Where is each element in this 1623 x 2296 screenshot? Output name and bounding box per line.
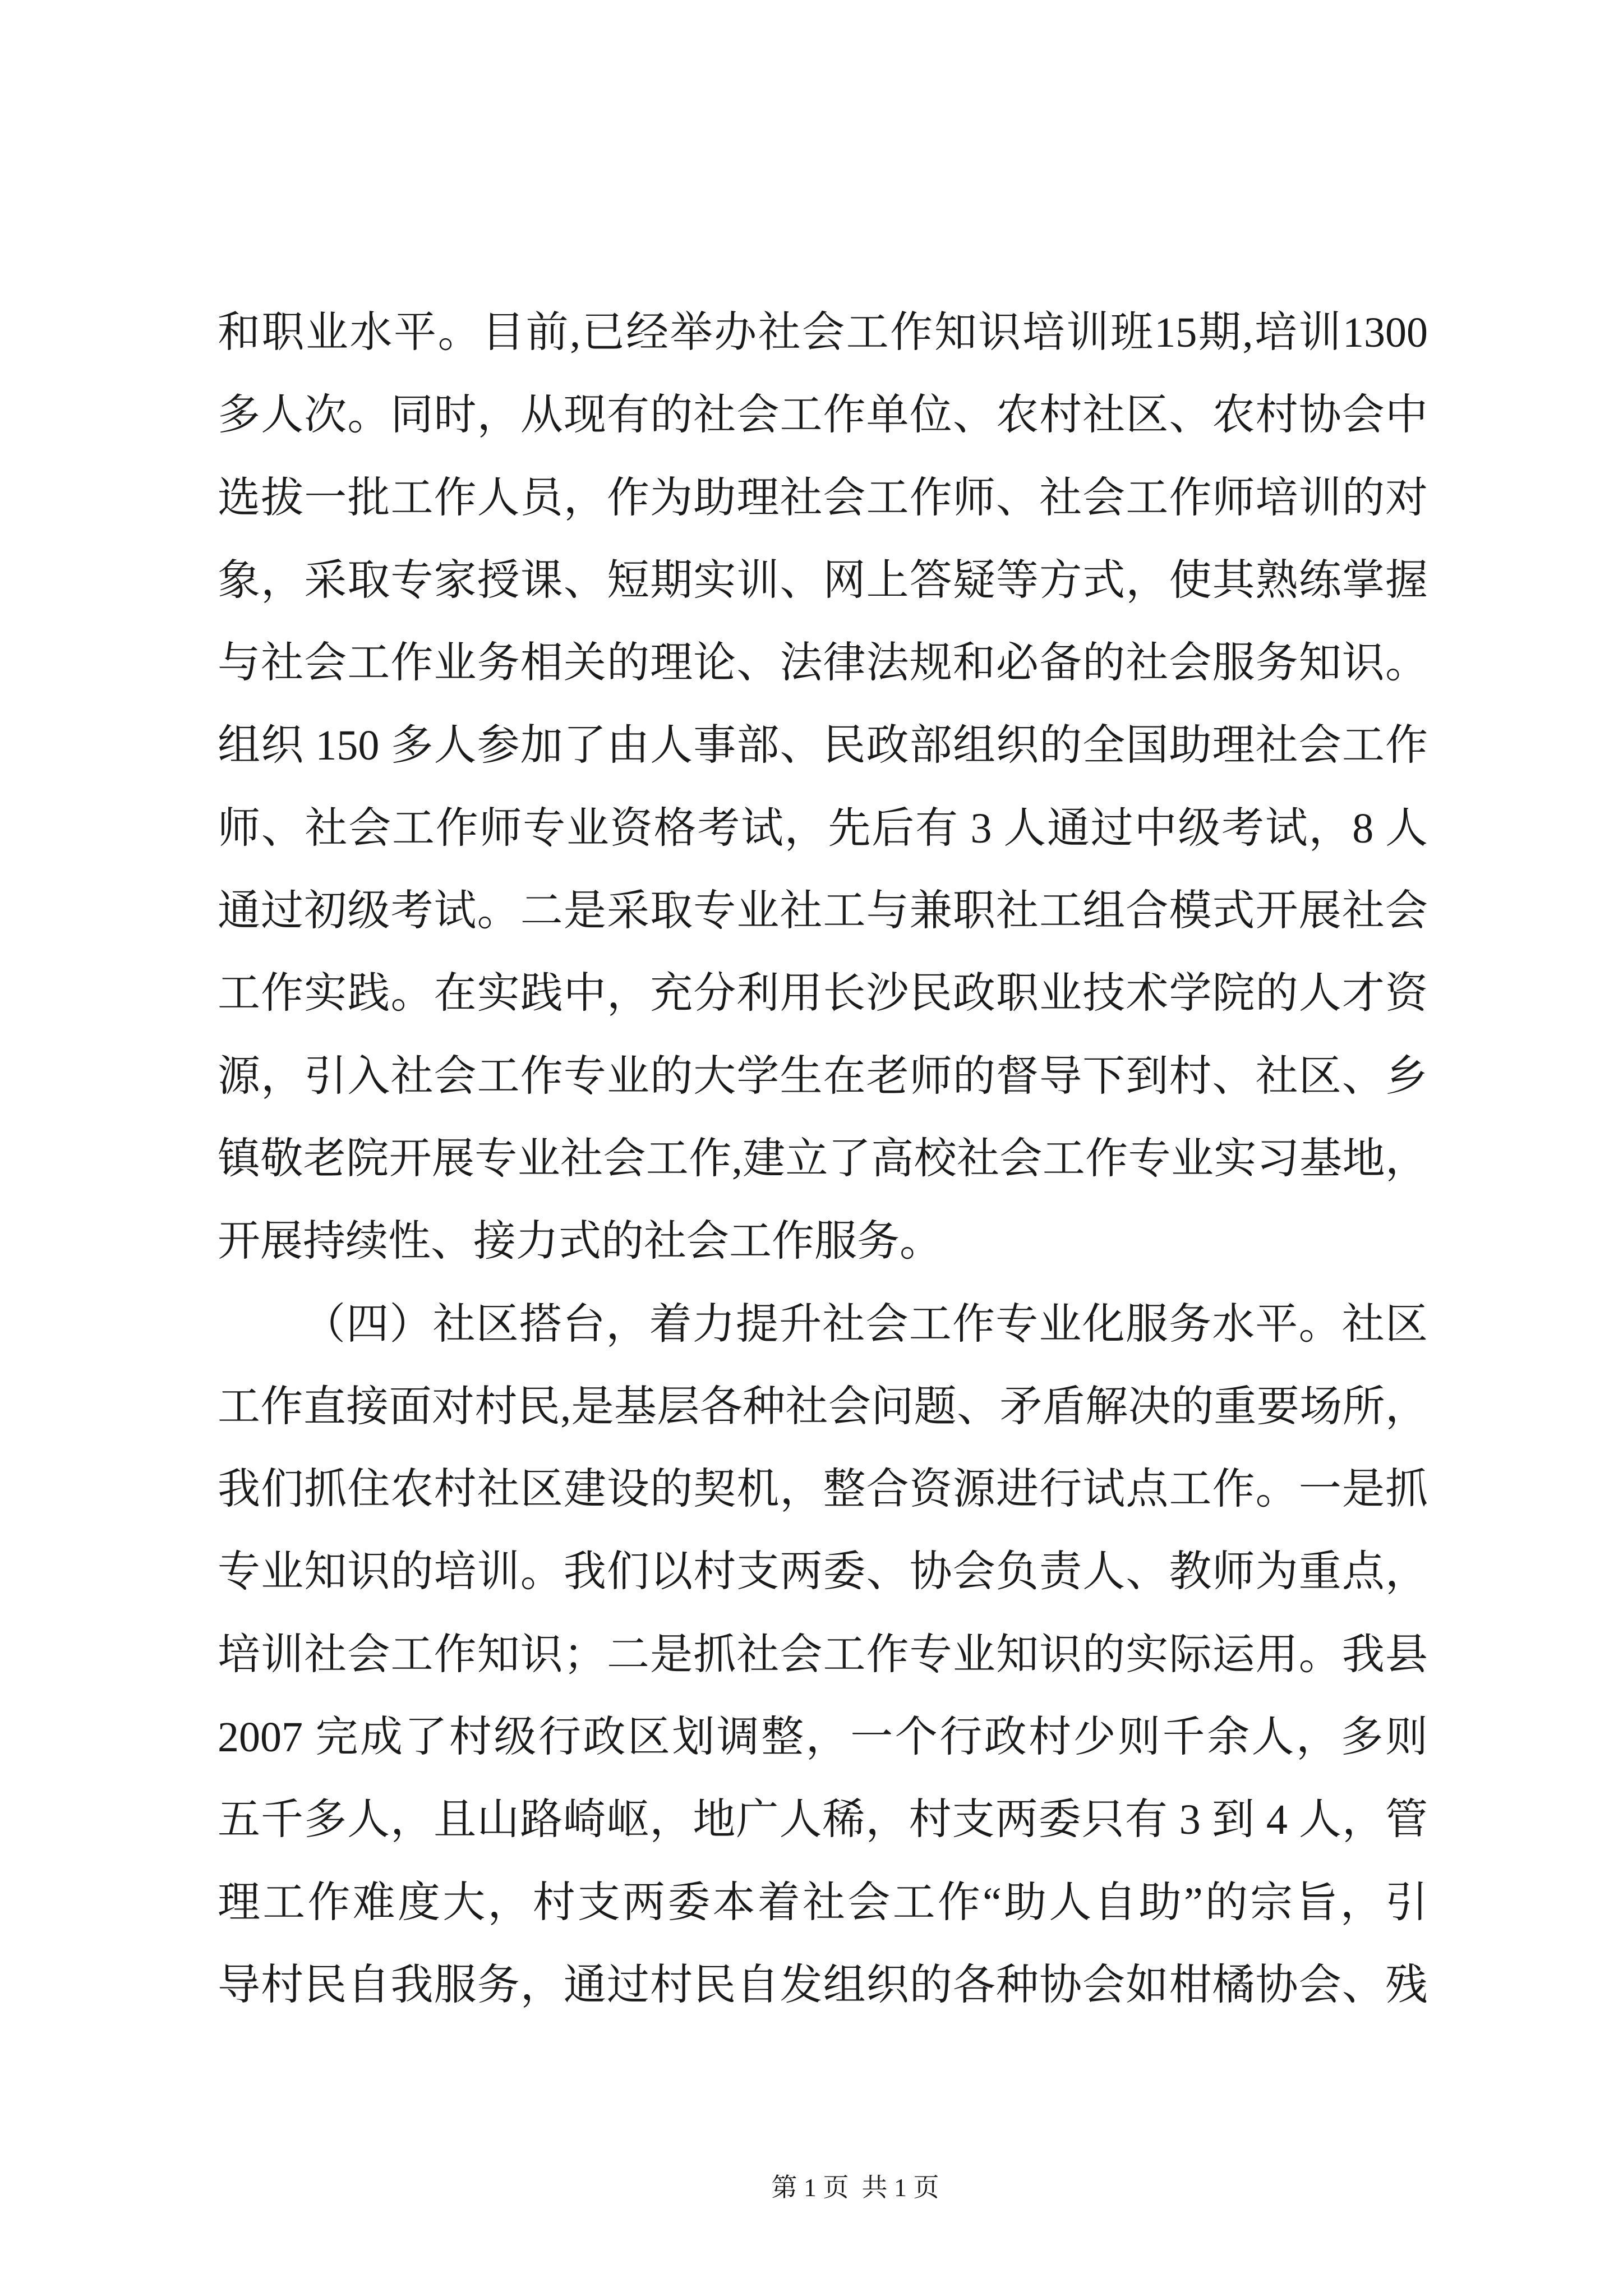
text-line: 我们抓住农村社区建设的契机，整合资源进行试点工作。一是抓 bbox=[218, 1466, 1428, 1513]
text-line: 象，采取专家授课、短期实训、网上答疑等方式，使其熟练掌握 bbox=[218, 556, 1428, 604]
text-line: 镇敬老院开展专业社会工作,建立了高校社会工作专业实习基地， bbox=[218, 1135, 1428, 1182]
text-line: 源，引入社会工作专业的大学生在老师的督导下到村、社区、乡 bbox=[218, 1052, 1428, 1100]
text-line: 师、社会工作师专业资格考试，先后有 3 人通过中级考试，8 人 bbox=[218, 804, 1428, 852]
text-line: 和职业水平。目前,已经举办社会工作知识培训班15期,培训1300 bbox=[218, 309, 1428, 356]
paragraph-2 bbox=[218, 1283, 1428, 2027]
text-line: 与社会工作业务相关的理论、法律法规和必备的社会服务知识。 bbox=[218, 639, 1428, 687]
text-line: 通过初级考试。二是采取专业社工与兼职社工组合模式开展社会 bbox=[218, 887, 1428, 935]
paragraph-1 bbox=[218, 292, 1428, 1283]
text-line: 培训社会工作知识；二是抓社会工作专业知识的实际运用。我县 bbox=[218, 1631, 1428, 1678]
page-footer: 第 1 页 共 1 页 bbox=[771, 2173, 939, 2202]
document-body bbox=[218, 292, 1428, 2027]
text-line: 多人次。同时，从现有的社会工作单位、农村社区、农村协会中 bbox=[218, 392, 1428, 439]
text-line: 2007 完成了村级行政区划调整，一个行政村少则千余人，多则 bbox=[218, 1714, 1428, 1761]
text-line: 工作直接面对村民,是基层各种社会问题、矛盾解决的重要场所， bbox=[218, 1383, 1428, 1430]
text-line: 专业知识的培训。我们以村支两委、协会负责人、教师为重点， bbox=[218, 1548, 1428, 1596]
text-line: 五千多人，且山路崎岖，地广人稀，村支两委只有 3 到 4 人，管 bbox=[218, 1796, 1428, 1844]
text-line: 工作实践。在实践中，充分利用长沙民政职业技术学院的人才资 bbox=[218, 970, 1428, 1018]
text-line: 开展持续性、接力式的社会工作服务。 bbox=[218, 1218, 942, 1266]
text-line: 理工作难度大，村支两委本着社会工作“助人自助”的宗旨，引 bbox=[218, 1879, 1428, 1926]
text-line: 选拔一批工作人员，作为助理社会工作师、社会工作师培训的对 bbox=[218, 474, 1428, 522]
text-line: 导村民自我服务，通过村民自发组织的各种协会如柑橘协会、残 bbox=[218, 1961, 1428, 2009]
text-line: 组织 150 多人参加了由人事部、民政部组织的全国助理社会工作 bbox=[218, 722, 1428, 770]
text-line: （四）社区搭台，着力提升社会工作专业化服务水平。社区 bbox=[303, 1300, 1428, 1348]
